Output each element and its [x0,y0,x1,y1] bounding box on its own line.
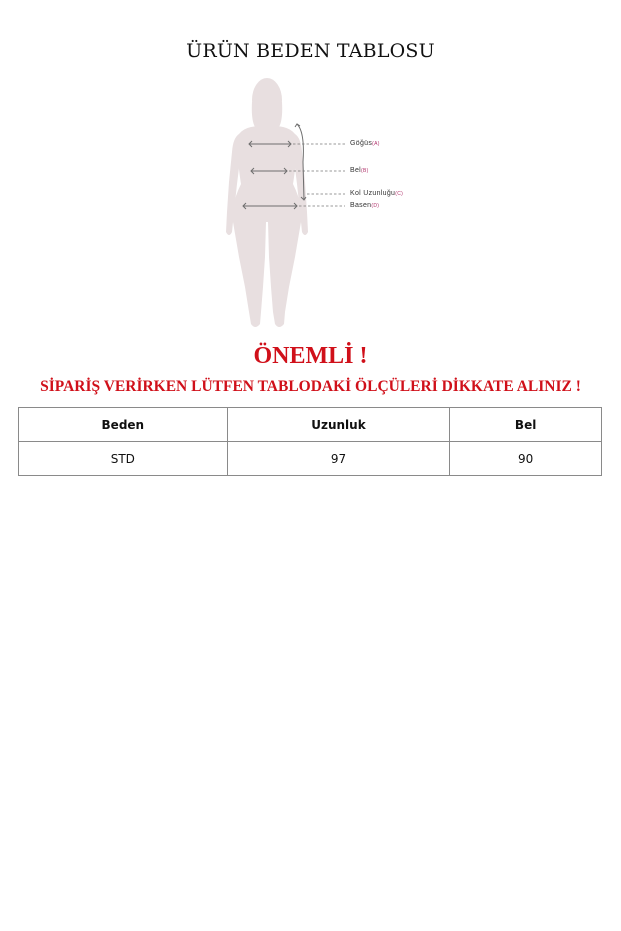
size-table [18,407,602,476]
label-sleeve-length: Kol Uzunluğu(C) [350,190,404,197]
body-measurement-figure [225,72,425,337]
header-length: Uzunluk [227,408,450,442]
important-heading: ÖNEMLİ ! [253,343,368,369]
cell-size: STD [19,442,228,476]
order-notice: SİPARİŞ VERİRKEN LÜTFEN TABLODAKİ ÖLÇÜLERİ DİKKATE ALINIZ ! [40,378,581,395]
header-size: Beden [19,408,228,442]
label-waist: Bel(B) [350,167,369,174]
table-header-row [19,408,602,442]
cell-length: 97 [227,442,450,476]
table-row [19,442,602,476]
header-waist: Bel [450,408,602,442]
female-silhouette-icon [225,72,425,337]
label-chest: Göğüs(A) [350,140,380,147]
cell-waist: 90 [450,442,602,476]
page-title: ÜRÜN BEDEN TABLOSU [186,40,435,62]
label-hip: Basen(D) [350,202,380,209]
